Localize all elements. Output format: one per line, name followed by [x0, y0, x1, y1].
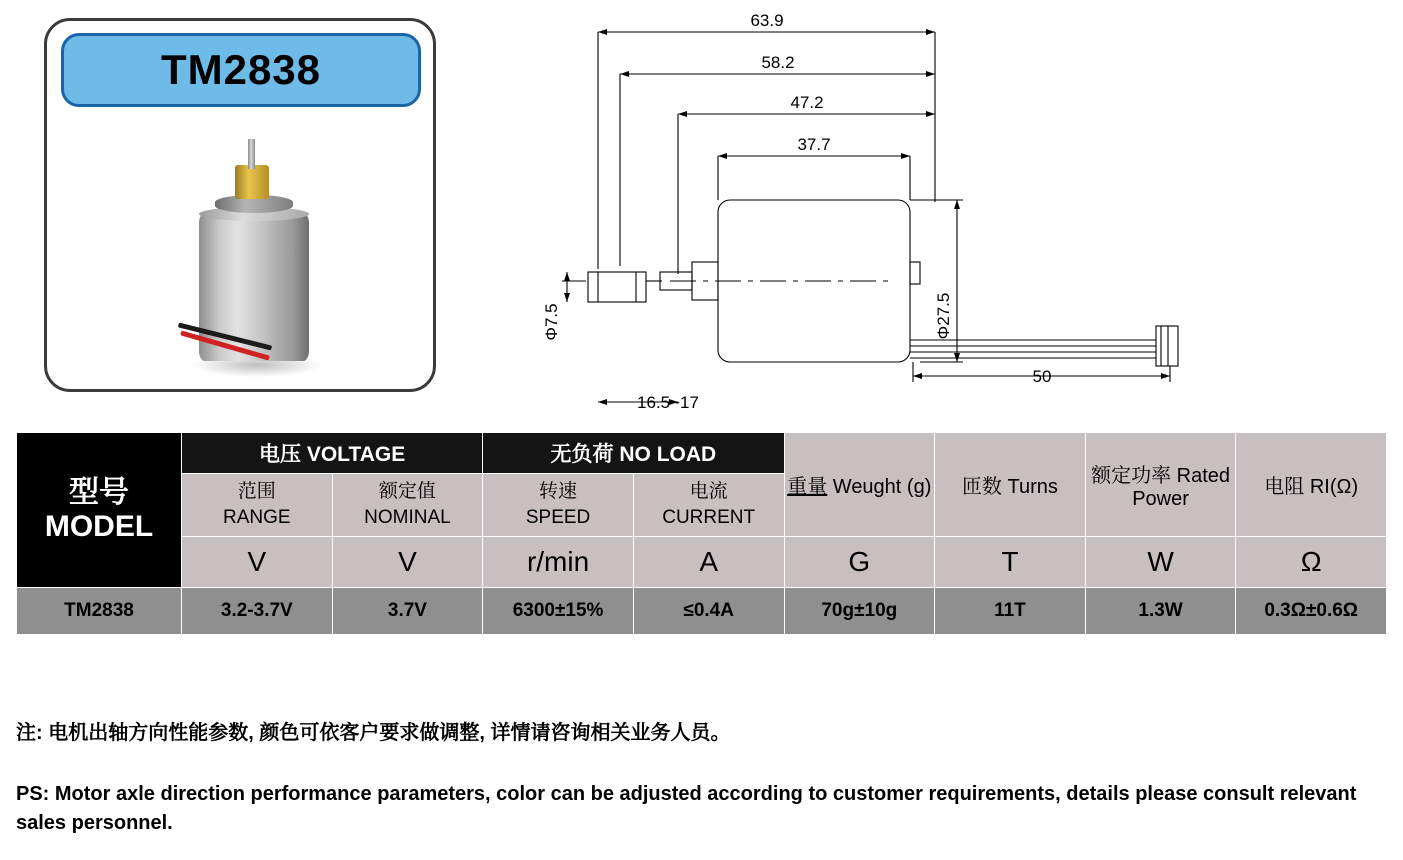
header-turns-en: Turns — [1007, 476, 1058, 498]
cell-weight: 70g±10g — [784, 588, 935, 635]
note-english: PS: Motor axle direction performance parameters, color can be adjusted according to customer requirements, details please consult relevant sales personnel. — [16, 783, 1357, 834]
dim-shaft-extension: 16.5~17 — [637, 393, 699, 412]
header-model-en: MODEL — [44, 510, 154, 543]
header-resistance-cn: 电阻 — [1264, 476, 1305, 498]
group-voltage-en: VOLTAGE — [306, 443, 406, 466]
dim-overall-length: 63.9 — [750, 11, 784, 30]
dim-shaft-diameter: Φ7.5 — [542, 303, 561, 341]
model-badge — [61, 33, 421, 107]
motor-brass-gear — [235, 165, 269, 199]
header-turns — [935, 433, 1086, 537]
header-nominal — [332, 474, 483, 537]
header-weight-cn: 重量 — [787, 476, 828, 498]
cell-nominal: 3.7V — [332, 588, 483, 635]
unit-resistance: Ω — [1236, 537, 1387, 588]
dim-length-2: 58.2 — [761, 53, 795, 72]
specification-table — [16, 432, 1387, 635]
header-nominal-cn: 额定值 — [378, 481, 436, 503]
dim-body-length: 37.7 — [797, 135, 831, 154]
table-unit-row — [17, 537, 1387, 588]
unit-speed: r/min — [483, 537, 634, 588]
header-model — [17, 433, 182, 588]
cell-model: TM2838 — [17, 588, 182, 635]
drawing-svg — [520, 4, 1220, 434]
group-noload — [483, 433, 784, 474]
unit-rated-power: W — [1085, 537, 1236, 588]
header-range-en: RANGE — [223, 507, 291, 528]
header-turns-cn: 匝数 — [961, 476, 1002, 498]
unit-current: A — [633, 537, 784, 588]
header-weight — [784, 433, 935, 537]
dim-length-3: 47.2 — [790, 93, 824, 112]
header-range-cn: 范围 — [237, 481, 276, 503]
cell-rated-power: 1.3W — [1085, 588, 1236, 635]
header-current — [633, 474, 784, 537]
header-resistance-en: RI(Ω) — [1309, 476, 1359, 498]
cell-resistance: 0.3Ω±0.6Ω — [1236, 588, 1387, 635]
table-row — [17, 588, 1387, 635]
group-noload-cn: 无负荷 — [550, 443, 614, 466]
header-speed — [483, 474, 634, 537]
unit-nominal: V — [332, 537, 483, 588]
header-rated-power-en: Rated Power — [1132, 464, 1231, 510]
motor-shaft — [248, 139, 255, 169]
product-photo-card — [44, 18, 436, 392]
motor-photo — [157, 121, 357, 386]
header-current-cn: 电流 — [689, 481, 728, 503]
cell-turns: 11T — [935, 588, 1086, 635]
group-voltage-cn: 电压 — [259, 443, 301, 466]
note-chinese: 注: 电机出轴方向性能参数, 颜色可依客户要求做调整, 详情请咨询相关业务人员。 — [16, 722, 731, 744]
cell-current: ≤0.4A — [633, 588, 784, 635]
header-speed-cn: 转速 — [539, 481, 578, 503]
unit-range: V — [182, 537, 333, 588]
header-rated-power-cn: 额定功率 — [1091, 464, 1172, 487]
cell-range: 3.2-3.7V — [182, 588, 333, 635]
header-nominal-en: NOMINAL — [364, 507, 451, 528]
dim-body-diameter: Φ27.5 — [934, 292, 953, 340]
technical-drawing — [520, 4, 1220, 434]
unit-turns: T — [935, 537, 1086, 588]
unit-weight: G — [784, 537, 935, 588]
table-header-row-group — [17, 433, 1387, 474]
header-rated-power — [1085, 433, 1236, 537]
group-noload-en: NO LOAD — [619, 443, 717, 466]
header-resistance — [1236, 433, 1387, 537]
group-voltage — [182, 433, 483, 474]
header-current-en: CURRENT — [662, 507, 756, 528]
header-speed-en: SPEED — [525, 507, 591, 528]
cell-speed: 6300±15% — [483, 588, 634, 635]
motor-body — [199, 213, 309, 361]
model-badge-label: TM2838 — [160, 46, 322, 93]
header-range — [182, 474, 333, 537]
header-weight-en: Weught (g) — [832, 476, 932, 498]
header-model-cn: 型号 — [69, 475, 129, 509]
dim-lead-length: 50 — [1032, 367, 1052, 386]
